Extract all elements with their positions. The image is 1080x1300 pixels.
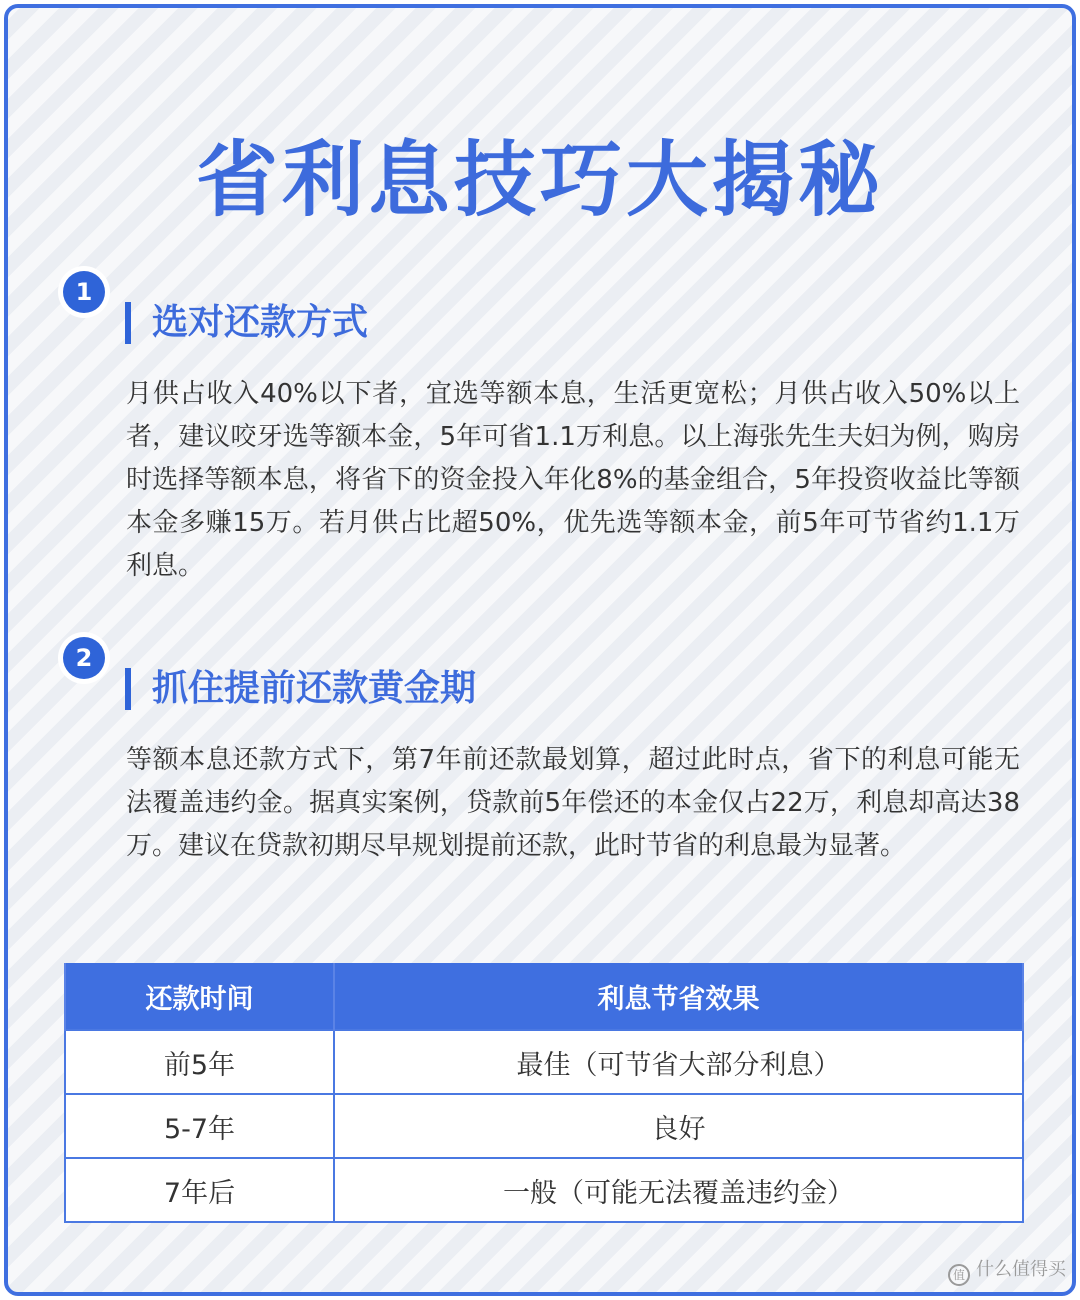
- section-1-body: 月供占收入40%以下者，宜选等额本息，生活更宽松；月供占收入50%以上者，建议咬牙选等额本金，5年可省1.1万利息。以上海张先生夫妇为例，购房时选择等额本息，将省下的资金投入年化8%的基金组合，5年投资收益比等额本金多赚15万。若月供占比超50%，优先选等额本金，前5年可节省约1.1万利息。: [126, 379, 1020, 581]
- section-2-accent-bar: [125, 668, 131, 710]
- section-1-number-badge: 1: [63, 271, 105, 313]
- section-2-body: 等额本息还款方式下，第7年前还款最划算，超过此时点，省下的利息可能无法覆盖违约金。据真实案例，贷款前5年偿还的本金仅占22万，利息却高达38万。建议在贷款初期尽早规划提前还款，此时节省的利息最为显著。: [126, 745, 1020, 861]
- table-header-effect: 利息节省效果: [334, 963, 1023, 1030]
- table-cell-effect: 良好: [334, 1094, 1023, 1158]
- section-2-number-badge: 2: [63, 637, 105, 679]
- watermark-logo-icon: 值: [948, 1264, 970, 1286]
- info-card: [4, 4, 1076, 1296]
- table-cell-time: 5-7年: [65, 1094, 334, 1158]
- watermark-text: 什么值得买: [976, 1259, 1066, 1280]
- watermark: [948, 1255, 1066, 1286]
- table-row: [65, 1030, 1023, 1094]
- table-cell-effect: 最佳（可节省大部分利息）: [334, 1030, 1023, 1094]
- table-cell-time: 前5年: [65, 1030, 334, 1094]
- table-cell-time: 7年后: [65, 1158, 334, 1222]
- table-header-row: [65, 963, 1023, 1030]
- page-title: 省利息技巧大揭秘: [195, 133, 884, 228]
- section-1-accent-bar: [125, 302, 131, 344]
- savings-table: [64, 963, 1024, 1223]
- table-row: [65, 1158, 1023, 1222]
- table-row: [65, 1094, 1023, 1158]
- table-header-time: 还款时间: [65, 963, 334, 1030]
- section-2-heading: 抓住提前还款黄金期: [152, 668, 477, 709]
- table-cell-effect: 一般（可能无法覆盖违约金）: [334, 1158, 1023, 1222]
- section-1-heading: 选对还款方式: [152, 302, 369, 343]
